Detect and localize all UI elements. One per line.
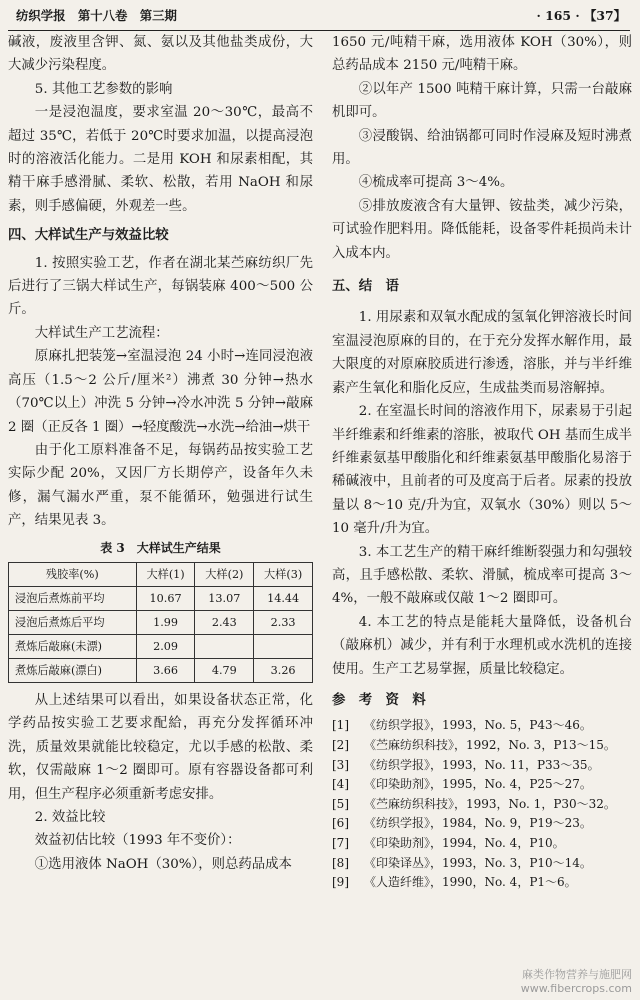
page-header	[8, 4, 630, 31]
table-header-cell: 大样(2)	[195, 562, 254, 586]
table-cell: 2.09	[136, 634, 195, 658]
table-cell: 3.66	[136, 658, 195, 682]
references-list	[332, 716, 632, 892]
reference-item: [6] 《纺织学报》，1984，No. 9，P19～23。	[332, 816, 592, 831]
conclusion-paragraph: 4. 本工艺的特点是能耗大量降低，设备机台（敲麻机）减少，并有利于水理机或水洗机的连接使用。生产工艺易掌握，质量比较稳定。	[332, 614, 632, 677]
process-flow: 原麻扎把装笼→室温浸泡 24 小时→连同浸泡液高压（1.5～2 公斤/厘米²）沸煮 30 分钟→热水（70℃以上）冲洗 5 分钟→冷水冲洗 5 分钟→敲麻 2 圈（正反各 1 圈）→轻度酸洗→水洗→给油→烘干	[8, 349, 313, 435]
paragraph: 1. 按照实验工艺，作者在湖北某苎麻纺织厂先后进行了三锅大样试生产，每锅装麻 400～500 公斤。	[8, 255, 313, 318]
table-cell: 1.99	[136, 610, 195, 634]
section-heading: 五、结 语	[332, 278, 399, 295]
table-cell: 煮炼后敲麻(未漂)	[9, 634, 137, 658]
table-cell: 3.26	[254, 658, 313, 682]
journal-issue: 第三期	[139, 8, 177, 23]
paragraph: 碱液，废液里含钾、氮、氨以及其他盐类成份，大大减少污染程度。	[8, 35, 313, 74]
journal-name: 纺织学报	[16, 8, 66, 23]
table-cell: 2.33	[254, 610, 313, 634]
table-cell: 13.07	[195, 586, 254, 610]
paragraph: ④梳成率可提高 3～4%。	[358, 175, 514, 191]
paragraph: 由于化工原料准备不足，每锅药品按实验工艺实际少配 20%，又因厂方长期停产，设备年久未修，漏气漏水严重，泵不能循环，勉强进行试生产，结果见表 3。	[8, 442, 313, 529]
table-cell	[254, 634, 313, 658]
conclusion-paragraph: 3. 本工艺生产的精干麻纤维断裂强力和勾强较高，且手感松散、柔软、滑腻，梳成率可提高 3～4%，一般不敲麻或仅敲 1～2 圈即可。	[332, 544, 632, 607]
table-header-row	[9, 562, 313, 586]
table-row	[9, 586, 313, 610]
table-cell	[195, 634, 254, 658]
paragraph: ③浸酸锅、给油锅都可同时作浸麻及短时沸煮用。	[332, 128, 632, 168]
subheading: 2. 效益比较	[34, 809, 106, 825]
reference-item: [2] 《苎麻纺织科技》，1992，No. 3，P13～15。	[332, 737, 616, 752]
table-header-cell: 残胶率(%)	[9, 562, 137, 586]
table-cell: 10.67	[136, 586, 195, 610]
reference-item: [3] 《纺织学报》，1993，No. 11，P33～35。	[332, 757, 600, 772]
table-row	[9, 634, 313, 658]
table-row	[9, 610, 313, 634]
table-cell: 浸泡后煮炼后平均	[9, 610, 137, 634]
reference-item: [4] 《印染助剂》，1995，No. 4，P25～27。	[332, 777, 592, 792]
right-column	[332, 31, 632, 893]
reference-item: [9] 《人造纤维》，1990，No. 4，P1～6。	[332, 875, 577, 890]
watermark-title: 麻类作物营养与施肥网	[522, 968, 632, 981]
reference-item: [1] 《纺织学报》，1993，No. 5，P43～46。	[332, 718, 592, 733]
paragraph: 一是浸泡温度，要求室温 20～30℃，最高不超过 35℃，若低于 20℃时要求加温，以提高浸泡时的溶液活化能力。二是用 KOH 和尿素相配，其精干麻手感滑腻、柔软、松散，若用 NaOH 和尿素，则手感偏硬，外观差一些。	[8, 105, 313, 214]
table-cell: 14.44	[254, 586, 313, 610]
journal-info	[16, 4, 185, 27]
paragraph: ②以年产 1500 吨精干麻计算，只需一台敲麻机即可。	[332, 81, 632, 121]
table-cell: 4.79	[195, 658, 254, 682]
paragraph: 大样试生产工艺流程：	[34, 325, 169, 341]
paragraph: ⑤排放废液含有大量钾、铵盐类，减少污染，可试验作肥料用。降低能耗，设备零件耗损尚未计入成本内。	[332, 198, 632, 261]
table-header-cell: 大样(1)	[136, 562, 195, 586]
journal-volume: 第十八卷	[77, 8, 128, 23]
paragraph: 1650 元/吨精干麻，选用液体 KOH（30%），则总药品成本 2150 元/吨精干麻。	[332, 35, 632, 74]
references-heading: 参 考 资 料	[332, 691, 426, 708]
page-number: · 165 · 【37】	[536, 8, 626, 23]
subheading: 5. 其他工艺参数的影响	[34, 81, 173, 97]
watermark-url: www.fibercrops.com	[520, 982, 632, 995]
reference-item: [8] 《印染译丛》，1993，No. 3，P10～14。	[332, 855, 592, 870]
reference-item: [5] 《苎麻纺织科技》，1993，No. 1，P30～32。	[332, 796, 616, 811]
paragraph: 效益初估比较（1993 年不变价）：	[34, 833, 241, 849]
table-cell: 浸泡后煮炼前平均	[9, 586, 137, 610]
table-caption: 表 3 大样试生产结果	[100, 540, 221, 555]
conclusion-paragraph: 1. 用尿素和双氧水配成的氢氧化钾溶液长时间室温浸泡原麻的目的，在于充分发挥水解作用，最大限度的对原麻胶质进行渗透，溶胀，并与半纤维素产生氧化和脂化反应，生成盐类而易溶解掉。	[332, 310, 632, 396]
table-cell: 煮炼后敲麻(漂白)	[9, 658, 137, 682]
watermark	[521, 968, 632, 996]
results-table	[8, 562, 313, 683]
paragraph: 从上述结果可以看出，如果设备状态正常，化学药品按实验工艺要求配給，再充分发挥循环冲洗，质量效果就能比较稳定，尤以手感的松散、柔软，仅需敲麻 1～2 圈即可。原有容器设备都可利用，但生产程序必须重新考虑安排。	[8, 692, 313, 802]
section-heading: 四、大样试生产与效益比较	[8, 227, 169, 244]
table-row	[9, 658, 313, 682]
table-header-cell: 大样(3)	[254, 562, 313, 586]
table-cell: 2.43	[195, 610, 254, 634]
reference-item: [7] 《印染助剂》，1994，No. 4，P10。	[332, 835, 565, 850]
conclusion-paragraph: 2. 在室温长时间的溶液作用下，尿素易于引起半纤维素和纤维素的溶胀，被取代 OH 基而生成半纤维素氨基甲酸脂化和纤维素氨基甲酸脂化易溶于稀碱液中，且前者的可及度高于后者。尿素的投放量以 8～10 克/升为宜，双氧水（30%）则以 5～10 毫升/升为宜。	[332, 404, 632, 537]
left-column	[8, 31, 313, 876]
paragraph: ①选用液体 NaOH（30%），则总药品成本	[34, 856, 292, 872]
